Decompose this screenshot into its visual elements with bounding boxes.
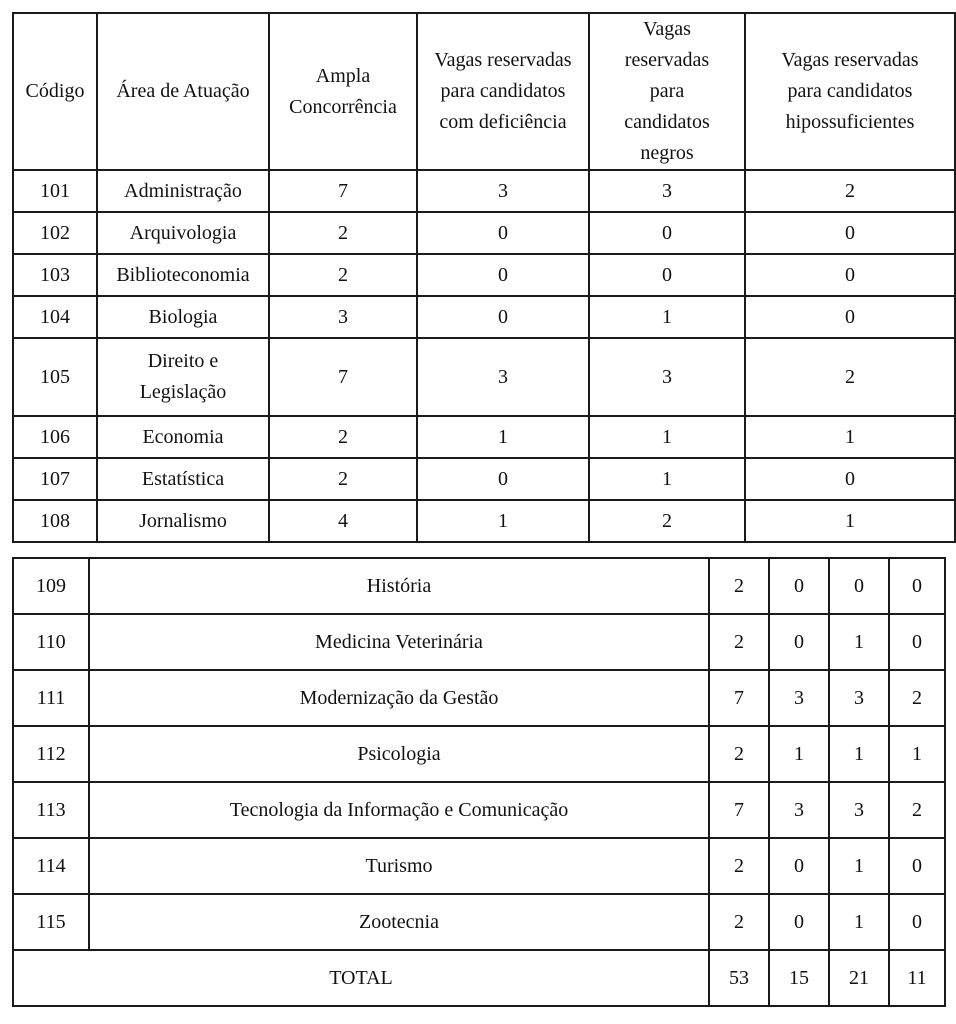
cell-ampla: 2 (709, 894, 769, 950)
table-row (13, 782, 945, 838)
cell-ampla: 7 (269, 170, 417, 212)
cell-ampla: 7 (709, 670, 769, 726)
cell-area: Economia (97, 416, 269, 458)
cell-hipossuficientes: 0 (745, 212, 955, 254)
cell-negros: 0 (589, 254, 745, 296)
vacancies-table-bottom (12, 557, 946, 1007)
cell-deficiencia: 0 (417, 254, 589, 296)
cell-negros: 0 (589, 212, 745, 254)
cell-area: Administração (97, 170, 269, 212)
table-row (13, 458, 955, 500)
table-row (13, 614, 945, 670)
cell-area: História (89, 558, 709, 614)
cell-ampla: 2 (269, 254, 417, 296)
cell-area: Medicina Veterinária (89, 614, 709, 670)
cell-hipossuficientes: 2 (745, 170, 955, 212)
cell-hipossuficientes: 2 (745, 338, 955, 416)
cell-codigo: 111 (13, 670, 89, 726)
cell-hipossuficientes: 0 (889, 558, 945, 614)
cell-codigo: 113 (13, 782, 89, 838)
table-row (13, 254, 955, 296)
cell-codigo: 108 (13, 500, 97, 542)
cell-area: Psicologia (89, 726, 709, 782)
cell-area: Turismo (89, 838, 709, 894)
cell-codigo: 104 (13, 296, 97, 338)
cell-hipossuficientes: 0 (745, 254, 955, 296)
total-negros: 21 (829, 950, 889, 1006)
total-deficiencia: 15 (769, 950, 829, 1006)
header-hipossuficientes: Vagas reservadas para candidatos hipossuficientes (745, 13, 955, 170)
table-row (13, 838, 945, 894)
cell-area: Tecnologia da Informação e Comunicação (89, 782, 709, 838)
header-negros: Vagas reservadas para candidatos negros (589, 13, 745, 170)
cell-area: Arquivologia (97, 212, 269, 254)
total-ampla: 53 (709, 950, 769, 1006)
cell-hipossuficientes: 1 (889, 726, 945, 782)
cell-codigo: 101 (13, 170, 97, 212)
cell-deficiencia: 0 (417, 458, 589, 500)
cell-deficiencia: 0 (417, 296, 589, 338)
table-row (13, 416, 955, 458)
cell-ampla: 2 (709, 838, 769, 894)
table-row (13, 670, 945, 726)
cell-ampla: 2 (269, 212, 417, 254)
cell-area: Estatística (97, 458, 269, 500)
cell-deficiencia: 0 (769, 894, 829, 950)
cell-ampla: 2 (269, 416, 417, 458)
header-area: Área de Atuação (97, 13, 269, 170)
cell-ampla: 2 (709, 726, 769, 782)
cell-hipossuficientes: 1 (745, 416, 955, 458)
cell-negros: 2 (589, 500, 745, 542)
table-row (13, 212, 955, 254)
table-row (13, 726, 945, 782)
table-row (13, 170, 955, 212)
cell-codigo: 106 (13, 416, 97, 458)
header-ampla: Ampla Concorrência (269, 13, 417, 170)
cell-hipossuficientes: 0 (889, 614, 945, 670)
cell-hipossuficientes: 0 (745, 458, 955, 500)
cell-negros: 1 (829, 614, 889, 670)
table-row (13, 338, 955, 416)
cell-hipossuficientes: 0 (889, 894, 945, 950)
cell-ampla: 2 (269, 458, 417, 500)
cell-negros: 1 (589, 458, 745, 500)
cell-hipossuficientes: 0 (745, 296, 955, 338)
cell-negros: 3 (829, 782, 889, 838)
header-codigo: Código (13, 13, 97, 170)
cell-codigo: 114 (13, 838, 89, 894)
cell-area: Biblioteconomia (97, 254, 269, 296)
cell-deficiencia: 0 (769, 838, 829, 894)
header-deficiencia: Vagas reservadas para candidatos com deficiência (417, 13, 589, 170)
cell-deficiencia: 0 (769, 614, 829, 670)
cell-negros: 3 (589, 170, 745, 212)
cell-deficiencia: 3 (417, 338, 589, 416)
cell-codigo: 109 (13, 558, 89, 614)
cell-negros: 1 (829, 726, 889, 782)
cell-ampla: 3 (269, 296, 417, 338)
cell-ampla: 7 (709, 782, 769, 838)
cell-area: Modernização da Gestão (89, 670, 709, 726)
cell-hipossuficientes: 2 (889, 670, 945, 726)
cell-deficiencia: 3 (769, 670, 829, 726)
cell-codigo: 110 (13, 614, 89, 670)
cell-deficiencia: 3 (417, 170, 589, 212)
cell-codigo: 102 (13, 212, 97, 254)
cell-hipossuficientes: 2 (889, 782, 945, 838)
vacancies-table-top (12, 12, 956, 543)
cell-codigo: 112 (13, 726, 89, 782)
table-row (13, 894, 945, 950)
total-hipossuficientes: 11 (889, 950, 945, 1006)
cell-hipossuficientes: 1 (745, 500, 955, 542)
table-row (13, 500, 955, 542)
cell-area: Zootecnia (89, 894, 709, 950)
cell-negros: 1 (829, 838, 889, 894)
header-row (13, 13, 955, 170)
table-row (13, 296, 955, 338)
cell-ampla: 2 (709, 558, 769, 614)
cell-codigo: 103 (13, 254, 97, 296)
cell-area: Biologia (97, 296, 269, 338)
cell-negros: 1 (829, 894, 889, 950)
total-row (13, 950, 945, 1006)
cell-codigo: 115 (13, 894, 89, 950)
cell-deficiencia: 3 (769, 782, 829, 838)
cell-codigo: 105 (13, 338, 97, 416)
cell-deficiencia: 0 (417, 212, 589, 254)
cell-ampla: 7 (269, 338, 417, 416)
cell-negros: 1 (589, 296, 745, 338)
cell-codigo: 107 (13, 458, 97, 500)
cell-deficiencia: 1 (417, 416, 589, 458)
cell-area: Direito e Legislação (97, 338, 269, 416)
cell-negros: 1 (589, 416, 745, 458)
cell-deficiencia: 0 (769, 558, 829, 614)
cell-hipossuficientes: 0 (889, 838, 945, 894)
table-row (13, 558, 945, 614)
cell-ampla: 4 (269, 500, 417, 542)
cell-area: Jornalismo (97, 500, 269, 542)
cell-deficiencia: 1 (769, 726, 829, 782)
cell-deficiencia: 1 (417, 500, 589, 542)
cell-ampla: 2 (709, 614, 769, 670)
cell-negros: 3 (589, 338, 745, 416)
total-label: TOTAL (13, 950, 709, 1006)
cell-negros: 3 (829, 670, 889, 726)
cell-negros: 0 (829, 558, 889, 614)
